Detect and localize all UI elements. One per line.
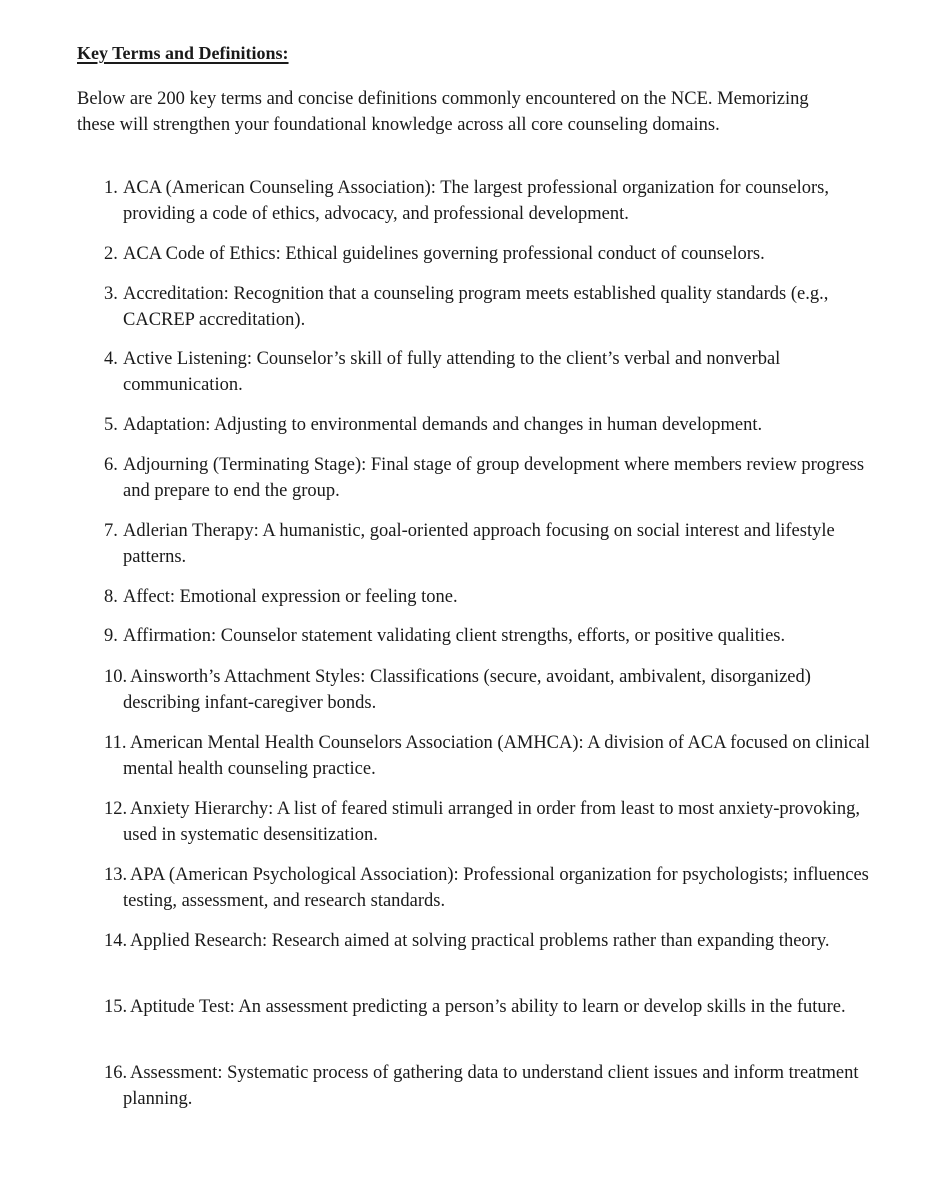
item-number: 12. xyxy=(104,799,128,819)
item-text: Adlerian Therapy: A humanistic, goal-oriented approach focusing on social interest and lifestyle patterns. xyxy=(123,521,835,567)
list-item xyxy=(104,412,873,438)
item-number: 8. xyxy=(104,587,118,607)
list-item xyxy=(104,994,873,1020)
item-number: 9. xyxy=(104,626,118,646)
list-item xyxy=(104,452,873,504)
item-number: 2. xyxy=(104,244,118,264)
item-text: American Mental Health Counselors Association (AMHCA): A division of ACA focused on clinical mental health counseling practice. xyxy=(123,733,870,779)
item-number: 16. xyxy=(104,1063,128,1083)
item-number: 10. xyxy=(104,667,128,687)
list-item xyxy=(104,281,873,333)
item-text: Accreditation: Recognition that a counseling program meets established quality standards (e.g., CACREP accreditation). xyxy=(123,284,829,330)
item-number: 15. xyxy=(104,997,128,1017)
item-number: 7. xyxy=(104,521,118,541)
item-text: Affect: Emotional expression or feeling tone. xyxy=(123,587,458,607)
item-text: Adaptation: Adjusting to environmental demands and changes in human development. xyxy=(123,415,763,435)
item-number: 6. xyxy=(104,455,118,475)
item-text: ACA (American Counseling Association): The largest professional organization for counselors, providing a code of ethics, advocacy, and professional development. xyxy=(123,178,829,224)
item-text: Assessment: Systematic process of gathering data to understand client issues and inform treatment planning. xyxy=(123,1063,859,1109)
item-text: Adjourning (Terminating Stage): Final stage of group development where members review progress and prepare to end the group. xyxy=(123,455,865,501)
list-item xyxy=(104,1060,873,1112)
list-item xyxy=(104,346,873,398)
item-text: APA (American Psychological Association): Professional organization for psychologists; influences testing, assessment, and research standards. xyxy=(123,865,869,911)
item-text: Affirmation: Counselor statement validating client strengths, efforts, or positive qualities. xyxy=(123,626,786,646)
item-number: 11. xyxy=(104,733,127,753)
list-item xyxy=(104,862,873,914)
item-number: 5. xyxy=(104,415,118,435)
item-text: ACA Code of Ethics: Ethical guidelines governing professional conduct of counselors. xyxy=(123,244,765,264)
item-text: Anxiety Hierarchy: A list of feared stimuli arranged in order from least to most anxiety-provoking, used in systematic desensitization. xyxy=(123,799,861,845)
list-item xyxy=(104,241,873,267)
item-text: Aptitude Test: An assessment predicting a person’s ability to learn or develop skills in the future. xyxy=(130,997,846,1017)
item-number: 1. xyxy=(104,178,118,198)
list-item xyxy=(104,623,873,649)
item-text: Active Listening: Counselor’s skill of fully attending to the client’s verbal and nonverbal communication. xyxy=(123,349,781,395)
item-text: Ainsworth’s Attachment Styles: Classifications (secure, avoidant, ambivalent, disorganized) describing infant-caregiver bonds. xyxy=(123,667,811,713)
list-item xyxy=(104,928,873,954)
item-number: 13. xyxy=(104,865,128,885)
list-item xyxy=(104,796,873,848)
list-item xyxy=(104,175,873,227)
list-item xyxy=(104,664,873,716)
list-item xyxy=(104,584,873,610)
list-item xyxy=(104,730,873,782)
item-number: 4. xyxy=(104,349,118,369)
list-item xyxy=(104,518,873,570)
intro-paragraph: Below are 200 key terms and concise definitions commonly encountered on the NCE. Memorizing these will strengthen your foundational knowledge across all core counseling domains. xyxy=(77,89,809,135)
section-heading: Key Terms and Definitions: xyxy=(77,43,289,63)
item-number: 3. xyxy=(104,284,118,304)
item-number: 14. xyxy=(104,931,128,951)
item-text: Applied Research: Research aimed at solving practical problems rather than expanding theory. xyxy=(130,931,830,951)
